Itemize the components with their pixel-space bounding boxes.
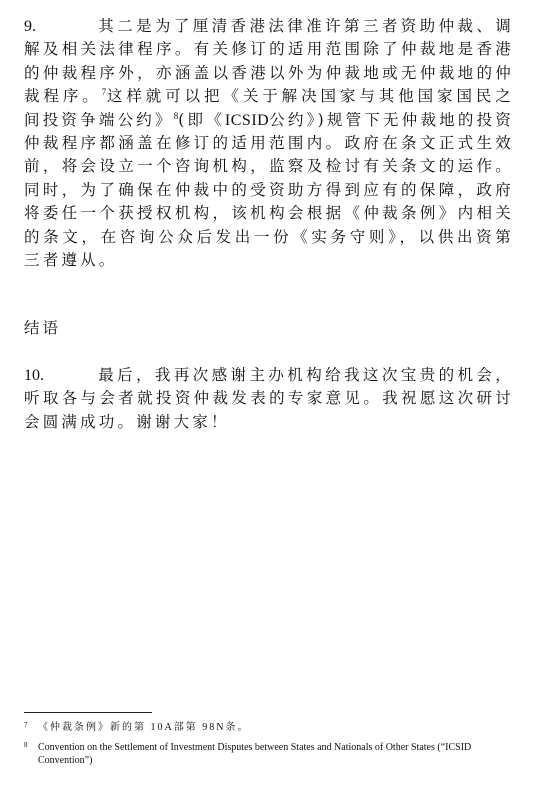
paragraph-text: (即《: [178, 110, 225, 129]
paragraph-text: 这样就可以把《关于解决国家与其他国家国民之间投资争端公约》: [24, 87, 514, 129]
paragraph-text: 最后，我再次感谢主办机构给我这次宝贵的机会，听取各与会者就投资仲裁发表的专家意见。我祝愿这次研讨会圆满成功。谢谢大家！: [24, 366, 514, 431]
paragraph-text: 其二是为了厘清香港法律准许第三者资助仲裁、调解及相关法律程序。有关修订的适用范围除了仲裁地是香港的仲裁程序外，亦涵盖以香港以外为仲裁地或无仲裁地的仲裁程序。: [24, 17, 514, 106]
footnote-8: [24, 742, 514, 767]
footnote-text: Convention on the Settlement of Investment Disputes between States and Nationals of Other States (“ICSID Convention”): [38, 742, 472, 766]
footnote-ref-7[interactable]: 7: [101, 87, 107, 98]
icsid-term: ICSID: [224, 111, 270, 129]
paragraph-9: [24, 15, 514, 272]
paragraph-10: [24, 364, 514, 434]
footnote-mark: 7: [24, 721, 30, 729]
footnote-text: 《仲裁条例》新的第 10A部第 98N条。: [38, 722, 250, 733]
section-heading: 结语: [24, 319, 62, 337]
paragraph-text: 公约》)规管下无仲裁地的投资仲裁程序都涵盖在修订的适用范围内。政府在条文正式生效前，将会设立一个咨询机构，监察及检讨有关条文的运作。同时，为了确保在仲裁中的受资助方得到应有的保障，政府将委任一个获授权机构，该机构会根据《仲裁条例》内相关的条文，在咨询公众后发出一份《实务守则》，以供出资第三者遵从。: [24, 110, 514, 270]
footnote-7: [24, 722, 514, 735]
paragraph-number: 10.: [24, 367, 44, 384]
footnote-divider: [24, 712, 152, 713]
footnote-ref-8[interactable]: 8: [173, 110, 179, 121]
paragraph-number: 9.: [24, 18, 36, 35]
footnote-mark: 8: [24, 741, 28, 749]
